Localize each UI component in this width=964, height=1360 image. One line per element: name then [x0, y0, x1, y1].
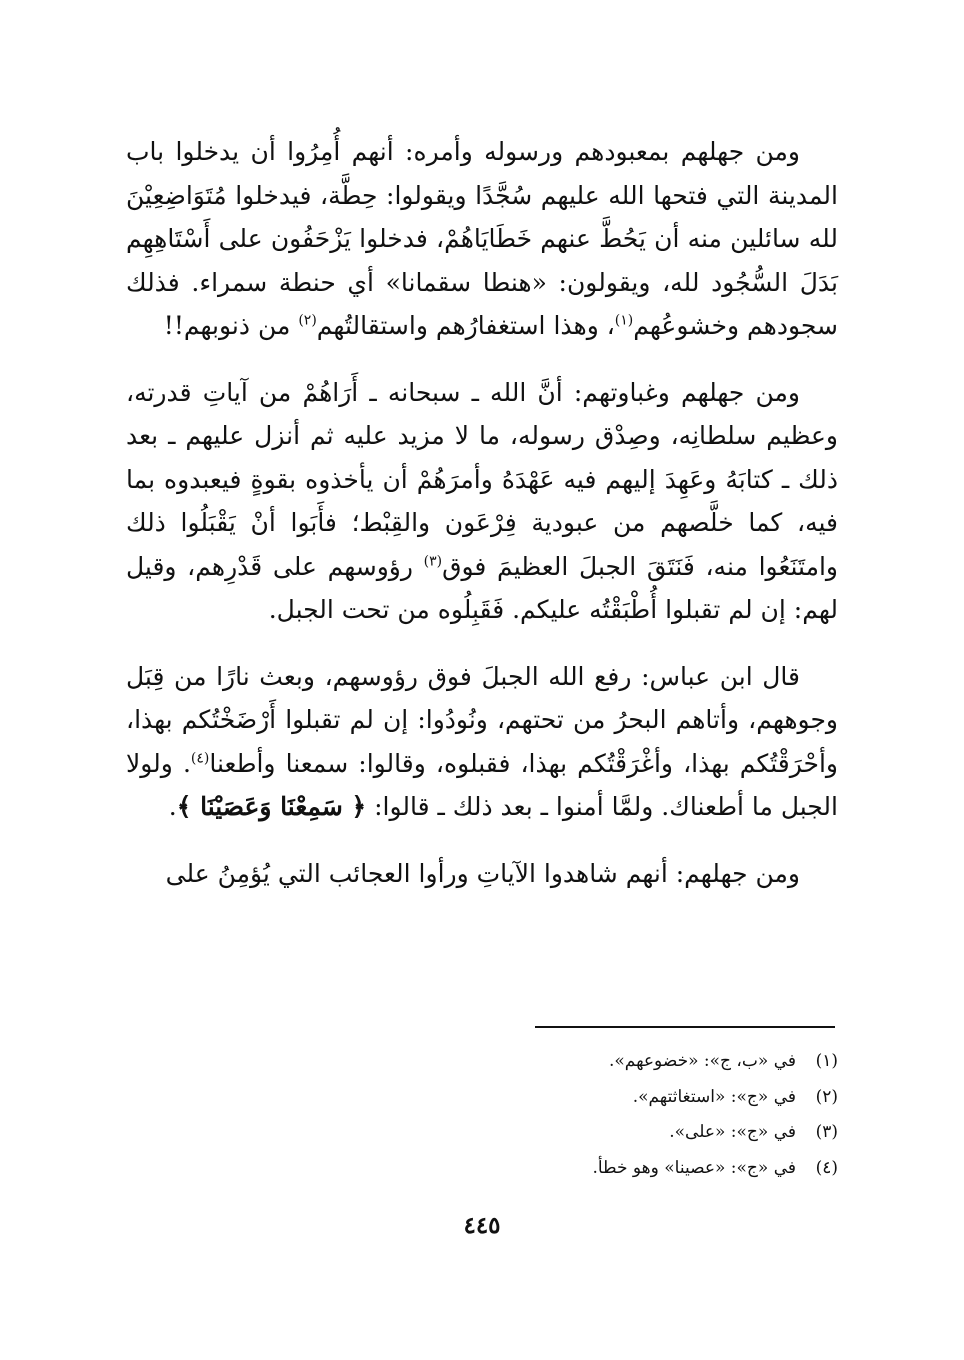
quran-quote: ﴿ سَمِعْنَا وَعَصَيْنَا ﴾: [176, 792, 367, 821]
paragraph-1: ومن جهلهم بمعبودهم ورسوله وأمره: أنهم أُمِرُوا أن يدخلوا باب المدينة التي فتحها الله عليهم سُجَّدًا ويقولوا: حِطَّة، فيدخلوا مُتَوَاضِعِيْنَ لله سائلين منه أن يَحُطَّ عنهم خَطَايَاهُمْ، فدخلوا يَزْحَفُون على أَسْتَاهِهِم بَدَلَ السُّجُود لله، ويقولون: «هنطا سقمانا» أي حنطة سمراء. فذلك سجودهم وخشوعُهم$^{(١)}$، وهذا استغفارُهم واستقالتُهم$^{(٢)}$ من ذنوبهم!!: [126, 137, 838, 340]
page-number: ٤٤٥: [463, 1212, 501, 1239]
footnote-number: (٣): [815, 1122, 838, 1142]
footnote-4: [126, 1151, 838, 1187]
paragraph-3: قال ابن عباس: رفع الله الجبلَ فوق رؤوسهم، وبعث نارًا من قِبَل وجوههم، وأتاهم البحرُ من تحتهم، ونُودُوا: إن لم تقبلوا أَرْضَخْتُكم بهذا، وأحْرَقْتُكم بهذا، وأغْرَقْتُكم بهذا، فقبلوه، وقالوا: سمعنا وأطعنا$^{(٤)}$. ولولا الجبل ما أطعناك. ولمَّا أمنوا ـ بعد ذلك ـ قالوا: ﴿ سَمِعْنَا وَعَصَيْنَا ﴾.: [126, 661, 838, 821]
footnote-number: (١): [815, 1051, 838, 1071]
footnote-marker: (٣): [423, 553, 443, 570]
footnote-number: (٤): [815, 1157, 838, 1178]
footnote-2: [126, 1080, 838, 1116]
footnote-marker: (١): [614, 312, 634, 329]
footnote-1: [126, 1044, 838, 1080]
footnote-text: في «ج»: «عصينا» وهو خطأ.: [592, 1157, 796, 1178]
footnote-text: في «ب، ج»: «خضوعهم».: [608, 1051, 796, 1071]
footnote-marker: (٤): [190, 750, 210, 767]
paragraph-2: ومن جهلهم وغباوتهم: أنَّ الله ـ سبحانه ـ أَرَاهُمْ من آياتِ قدرته، وعظيم سلطانِه، وصِدْق رسوله، ما لا مزيد عليه ثم أنزل عليهم ـ بعد ذلك ـ كتابَهُ وعَهِدَ إليهم فيه عَهْدَهُ وأمرَهُمْ أن يأخذوه بقوةٍ فيعبدوه بما فيه، كما خلَّصهم من عبودية فِرْعَون والقِبْط؛ فأَبَوا أنْ يَقْبَلُوا ذلك وامتَنَعُوا منه، فَنَتَقَ الجبلَ العظيمَ فوق$^{(٣)}$ رؤوسهم على قَدْرِهم، وقيل لهم: إن لم تقبلوا أُطْبَقْتُه عليكم. فَقَبِلُوه من تحت الجبل.: [126, 377, 839, 624]
main-text: [126, 130, 838, 895]
paragraph-4: ومن جهلهم: أنهم شاهدوا الآياتِ ورأوا العجائب التي يُؤمِنُ على: [165, 858, 800, 888]
footnotes: [126, 1044, 838, 1186]
footnote-number: (٢): [815, 1086, 838, 1107]
footnote-text: في «ج»: «على».: [669, 1122, 796, 1142]
footnote-3: [126, 1115, 838, 1151]
footnote-text: في «ج»: «استغاثتهم».: [632, 1086, 796, 1107]
footnote-separator: [535, 1026, 835, 1028]
footnote-marker: (٢): [298, 312, 317, 329]
